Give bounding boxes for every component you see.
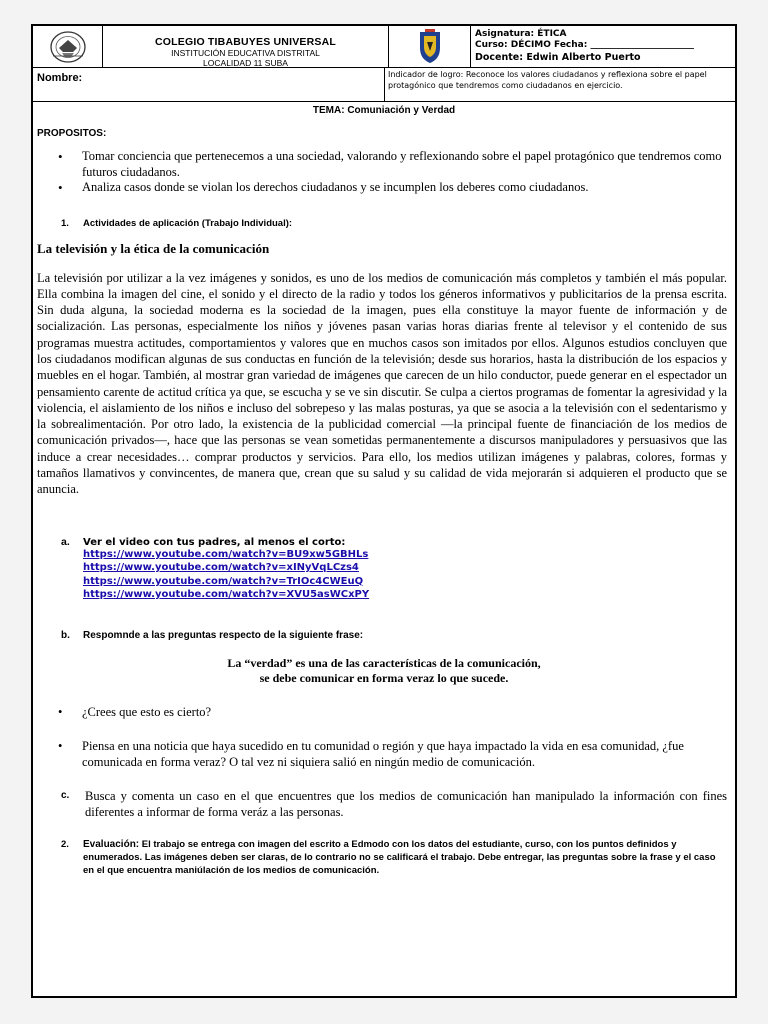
school-crest-icon — [33, 26, 103, 68]
city-logo-cell — [389, 26, 471, 68]
header-table — [33, 26, 735, 102]
topic-title: TEMA: Comuniación y Verdad — [312, 105, 456, 116]
video-link-2[interactable]: https://www.youtube.com/watch?v=xINyVqLCzs4 — [83, 562, 359, 574]
evaluation-text-wrap — [83, 838, 727, 877]
evaluation-text: El trabajo se entrega con imagen del escrito a Edmodo con los datos del estudiante, curso, con los puntos definidos y enumerados. Las imágenes deben ser claras, de lo contrario no se calificará el trabajo. Debe entregar, las preguntas sobre la frase y el caso en el que encuentra maniúlación de los medios de comunicación. — [83, 838, 716, 876]
teacher-label: Docente: Edwin Alberto Puerto — [475, 52, 641, 63]
video-link-4[interactable]: https://www.youtube.com/watch?v=XVU5asWCxPY — [83, 589, 370, 601]
quote-block — [33, 656, 735, 686]
quote-line-1: La “verdad” es una de las características de la comunicación, — [227, 655, 541, 670]
purposes-list — [33, 149, 735, 196]
list-item: • Piensa en una noticia que haya sucedido en tu comunidad o región y que haya impactado la vida en esa comunidad, ¿fue comunicada en forma veraz? O tal vez ni siquiera salió en ningún medio de comunicación. — [82, 738, 735, 770]
list-item: • Analiza casos donde se violan los derechos ciudadanos y se incumplen los deberes como ciudadanos. — [82, 180, 735, 196]
school-logo-cell — [33, 26, 103, 68]
purposes-heading: PROPOSITOS: — [37, 128, 107, 139]
video-link-3[interactable]: https://www.youtube.com/watch?v=TrIOc4CWEuQ — [83, 575, 364, 587]
evaluation-number: 2. — [61, 838, 69, 850]
school-name-cell — [103, 26, 389, 68]
evaluation-section — [61, 838, 727, 877]
bogota-shield-icon — [389, 26, 471, 68]
video-links — [83, 548, 735, 602]
activities-label: Actividades de aplicación (Trabajo Individual): — [83, 217, 293, 229]
activities-number: 1. — [61, 217, 69, 229]
questions-list — [33, 704, 735, 770]
task-a-label: a. — [61, 535, 70, 548]
school-name: COLEGIO TIBABUYES UNIVERSAL — [155, 36, 336, 48]
video-link-1[interactable]: https://www.youtube.com/watch?v=BU9xw5GBHLs — [83, 548, 369, 560]
list-item: • ¿Crees que esto es cierto? — [82, 704, 735, 720]
document-page — [31, 24, 737, 998]
course-date-label: Curso: DÉCIMO Fecha: _______________________ — [475, 40, 694, 50]
task-a-title: Ver el video con tus padres, al menos el corto: — [83, 536, 346, 548]
task-a — [61, 536, 735, 602]
subject-label: Asignatura: ÉTICA — [475, 29, 567, 39]
student-name-label: Nombre: — [37, 72, 83, 84]
task-b-label: b. — [61, 629, 70, 641]
task-c — [61, 788, 727, 820]
quote-line-2: se debe comunicar en forma veraz lo que sucede. — [259, 670, 509, 685]
achievement-indicator-cell — [385, 68, 735, 102]
achievement-indicator: Indicador de logro: Reconoce los valores ciudadanos y reflexiona sobre el papel protagónico que tendremos como ciudadanos en ejercicio. — [388, 70, 707, 90]
task-b — [61, 630, 735, 641]
document-content — [33, 102, 735, 877]
school-subtitle: INSTITUCIÓN EDUCATIVA DISTRITAL — [171, 48, 320, 58]
list-item: • Tomar conciencia que pertenecemos a una sociedad, valorando y reflexionando sobre el papel protagónico que tendremos como futuros ciudadanos. — [82, 149, 735, 180]
evaluation-label: Evaluación: — [83, 838, 140, 850]
student-name-cell — [33, 68, 385, 102]
task-c-text: Busca y comenta un caso en el que encuentres que los medios de comunicación han manipulado la información con fines diferentes a informar de forma veráz a las personas. — [85, 788, 727, 819]
section-title: La televisión y la ética de la comunicación — [37, 240, 270, 256]
subject-info-cell — [471, 26, 735, 68]
body-paragraph: La televisión por utilizar a la vez imágenes y sonidos, es uno de los medios de comunicación más completos y también el más popular. Ella combina la imagen del cine, el sonido y el directo de la radio y todos los géneros informativos y publicitarios de la prensa escrita. Sin duda alguna, la sociedad moderna es la sociedad de la imagen, pues ella constituye la mayor fuente de información y de socialización. Las personas, especialmente los niños y jóvenes pasan varias horas diarias frente al televisor y el contenido de sus programas muestra actitudes, comportamientos y valores que en muchos casos son imitados por ellos. Algunos estudios concluyen que los ciudadanos modifican algunas de sus conductas en función de la televisión; desde sus horarios, hasta la distribución de los espacios y muebles en el hogar. También, al mostrar gran variedad de imágenes que carecen de un hilo conductor, puede generar en el espectador un pensamiento carente de actitud crítica ya que, se escucha y se ve sin discutir. Se culpa a ciertos programas de fomentar la agresividad y la violencia, el aislamiento de los niños e incluso del sobrepeso y las malas posturas, ya que se asocia a la televisión con el sedentarismo y la sobrealimentación. Por otro lado, la existencia de la publicidad comercial —la principal fuente de financiación de los medios de comunicación privados—, hace que las personas se vean sometidas permanentemente a discursos manipuladores y persuasivos que las induce a crear necesidades… comprar productos y servicios. Para ello, los medios utilizan imágenes y palabras, colores, formas y tamaños llamativos y convincentes, de manera que, crean que su salud y su calidad de vida mejorarán si adquieren el producto que se anuncia. — [37, 270, 727, 497]
task-b-title: Respomnde a las preguntas respecto de la siguiente frase: — [83, 629, 364, 641]
school-locality: LOCALIDAD 11 SUBA — [203, 58, 288, 68]
activities-heading — [61, 218, 735, 229]
task-c-label: c. — [61, 789, 70, 801]
